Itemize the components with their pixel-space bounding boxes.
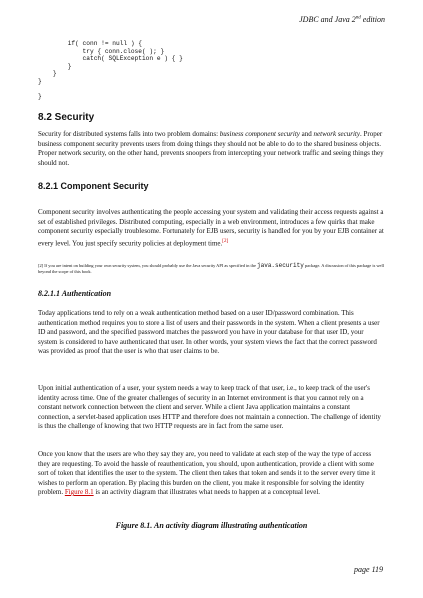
emphasis-business-component-security: business component security <box>219 130 300 138</box>
footnote-text: If you are intent on building your own security system, you should probably use the Java security API as specified in the <box>43 263 258 268</box>
header-superscript: nd <box>355 15 361 21</box>
footnote-marker: [2] <box>38 263 44 268</box>
text-run: Once you know that the users are who they say they are, you need to validate at each step of the way the type of access they are requesting. To avoid the hassle of reauthentication, you should, upon authentication, provide a client with some sort of token that identifies the user to the system. The client then takes that token and sends it to the server every time it wishes to perform an operation. By placing this burden on the client, you make it responsible for solving the identity problem. <box>38 450 376 496</box>
code-line: } <box>38 70 57 78</box>
header-edition: edition <box>360 15 385 24</box>
code-listing <box>38 40 388 101</box>
text-run: . Proper business component security prevents users from doing things they should not be able to do to the shared business objects. Proper network security, on the other hand, prevents snoopers from intercepting your network traffic and seeing things they should not. <box>38 130 384 167</box>
code-line: try { conn.close( ); } <box>38 47 165 55</box>
code-line: catch( SQLException e ) { } <box>38 55 183 63</box>
emphasis-network-security: network security <box>313 130 360 138</box>
footnote-text: package. A discussion of this package is well beyond the scope of this book. <box>38 263 384 274</box>
text-run: is an activity diagram that illustrates what needs to happen at a conceptual level. <box>93 488 321 496</box>
text-run: Component security involves authenticating the people accessing your system and validating their access requests against a set of established privileges. Distributed computing, especially in a web environment, introduces a few quirks that make component security especially troublesome. Fortunately for EJB users, security is handled for you by your EJB container at every level. You just specify security policies at deployment time. <box>38 208 384 247</box>
code-line: } <box>38 77 42 85</box>
text-run: Security for distributed systems falls into two problem domains: <box>38 130 220 138</box>
figure-caption: Figure 8.1. An activity diagram illustrating authentication <box>115 521 308 530</box>
figure-link[interactable]: Figure 8.1 <box>64 488 94 496</box>
code-line: } <box>38 93 42 101</box>
page-number: page 119 <box>354 565 383 574</box>
footnote-package-name: java.security <box>257 262 304 269</box>
footnote <box>38 263 384 275</box>
section-heading: 8.2 Security <box>38 112 95 123</box>
authentication-paragraph-2: Upon initial authentication of a user, your system needs a way to keep track of that user, i.e., to keep track of the user's identity across time. One of the greater challenges of security in an Internet environment is that you cannot rely on a constant network connection between the client and server. While a client Java application maintains a constant connection, a servlet-based application uses HTTP and therefore does not maintain a connection. The challenge of identity is thus the challenge of knowing that two HTTP requests are in fact from the same user. <box>38 384 381 430</box>
header-title: JDBC and Java 2 <box>299 15 356 24</box>
authentication-paragraph-1: Today applications tend to rely on a weak authentication method based on a user ID/password combination. This authentication method requires you to store a list of users and their passwords in the system. When a client presents a user ID and password, and the specified password matches the password you have in your database for that user ID, your system is considered to have authenticated that user. In other words, your system views the fact that the correct password was provided as proof that the user is who that user claims to be. <box>38 309 380 355</box>
security-intro-paragraph <box>38 130 384 168</box>
running-header <box>299 15 385 24</box>
text-run: and <box>299 130 314 138</box>
component-security-paragraph <box>38 208 384 248</box>
footnote-reference-link[interactable]: [2] <box>222 238 229 244</box>
authentication-paragraph-3 <box>38 450 384 498</box>
code-line: } <box>38 62 72 70</box>
subsubsection-heading: 8.2.1.1 Authentication <box>38 289 112 298</box>
code-line: if( conn != null ) { <box>38 40 142 47</box>
subsection-heading: 8.2.1 Component Security <box>38 181 149 191</box>
